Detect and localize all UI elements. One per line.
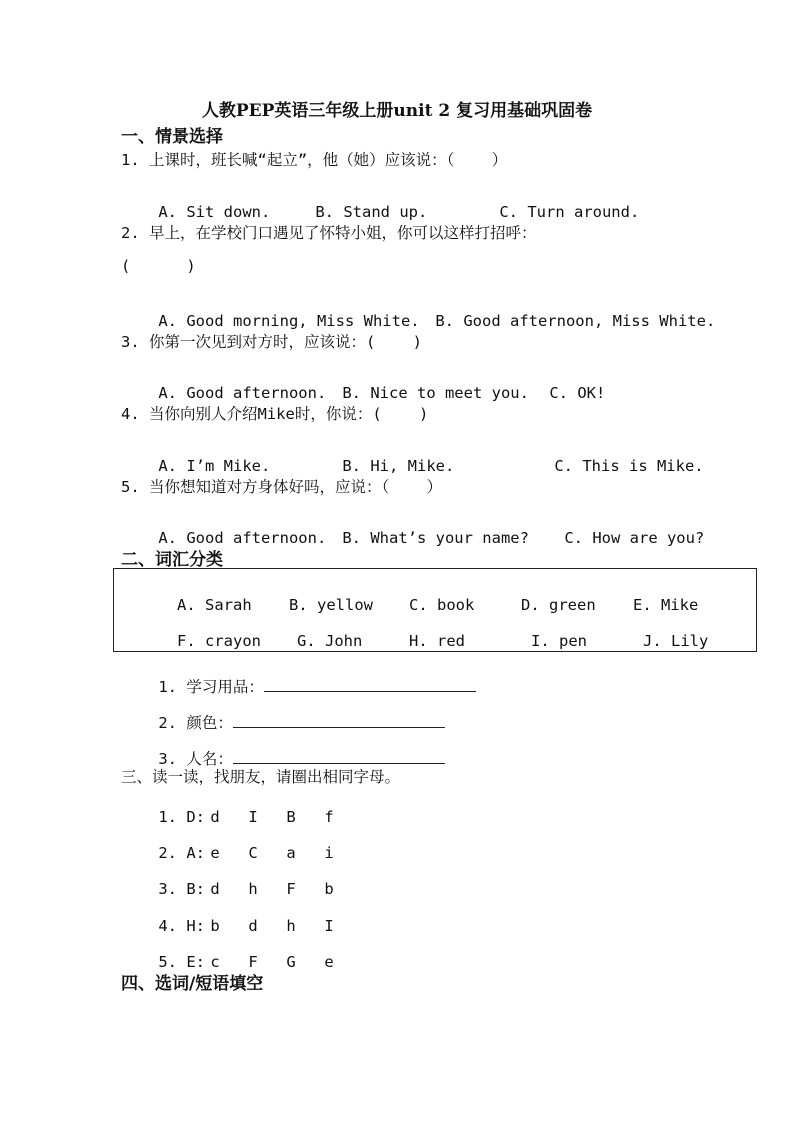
option-a: A. Sit down.: [158, 203, 271, 221]
letter-choice[interactable]: d: [248, 917, 258, 935]
option-b: B. Hi, Mike.: [342, 457, 455, 475]
letter-choice[interactable]: b: [324, 880, 334, 898]
option-a: A. Good afternoon.: [158, 384, 327, 402]
option-c: C. This is Mike.: [554, 457, 704, 475]
word-bank-box: [113, 568, 757, 652]
question-1: 1. 上课时，班长喊“起立”，他（她）应该说：（ ）: [121, 151, 508, 169]
row-label: 5. E:: [158, 953, 205, 971]
letter-choice[interactable]: h: [286, 917, 296, 935]
question-2-text: 2. 早上，在学校门口遇见了怀特小姐，你可以这样打招呼：: [121, 224, 537, 242]
row-label: 2. A:: [158, 844, 205, 862]
letter-choice[interactable]: C: [248, 844, 258, 862]
option-b: B. Good afternoon, Miss White.: [435, 312, 716, 330]
letter-choice[interactable]: e: [324, 953, 334, 971]
letter-choice[interactable]: h: [248, 880, 258, 898]
letter-choice[interactable]: B: [286, 808, 296, 826]
option-b: B. Nice to meet you.: [342, 384, 529, 402]
word-item: F. crayon: [177, 632, 261, 650]
option-a: A. I’m Mike.: [158, 457, 271, 475]
word-item: I. pen: [531, 632, 587, 650]
option-a: A. Good afternoon.: [158, 529, 327, 547]
letter-choice[interactable]: c: [210, 953, 220, 971]
row-label: 4. H:: [158, 917, 205, 935]
option-c: C. OK!: [549, 384, 606, 402]
option-c: C. Turn around.: [499, 203, 640, 221]
word-item: G. John: [297, 632, 363, 650]
letter-choice[interactable]: d: [210, 808, 220, 826]
section-1-heading: 一、情景选择: [121, 127, 223, 147]
letter-choice[interactable]: I: [248, 808, 258, 826]
option-b: B. What’s your name?: [342, 529, 529, 547]
option-b: B. Stand up.: [315, 203, 428, 221]
page-title: 人教PEP英语三年级上册unit 2 复习用基础巩固卷: [201, 101, 593, 121]
letter-choice[interactable]: d: [210, 880, 220, 898]
word-item: B. yellow: [289, 596, 373, 614]
option-c: C. How are you?: [564, 529, 705, 547]
question-2-blank: ( ): [121, 257, 196, 275]
category-label: 2. 颜色：: [158, 714, 233, 732]
row-label: 3. B:: [158, 880, 205, 898]
letter-choice[interactable]: F: [286, 880, 296, 898]
answer-blank[interactable]: [233, 713, 445, 728]
question-5: 5. 当你想知道对方身体好吗，应说：（ ）: [121, 478, 443, 496]
word-item: C. book: [409, 596, 475, 614]
row-label: 1. D:: [158, 808, 205, 826]
letter-choice[interactable]: I: [324, 917, 334, 935]
letter-choice[interactable]: e: [210, 844, 220, 862]
question-3: 3. 你第一次见到对方时，应该说：( ): [121, 333, 422, 351]
category-label: 1. 学习用品：: [158, 678, 264, 696]
answer-blank[interactable]: [264, 677, 476, 692]
letter-choice[interactable]: i: [324, 844, 334, 862]
category-label: 3. 人名：: [158, 750, 233, 768]
letter-choice[interactable]: G: [286, 953, 296, 971]
letter-choice[interactable]: F: [248, 953, 258, 971]
letter-choice[interactable]: a: [286, 844, 296, 862]
question-4: 4. 当你向别人介绍Mike时，你说：( ): [121, 405, 429, 423]
section-3-heading: 三、读一读，找朋友，请圈出相同字母。: [121, 768, 401, 786]
word-item: D. green: [521, 596, 596, 614]
letter-choice[interactable]: f: [324, 808, 334, 826]
answer-blank[interactable]: [233, 749, 445, 764]
word-item: J. Lily: [643, 632, 709, 650]
section-2-heading: 二、词汇分类: [121, 550, 223, 570]
option-a: A. Good morning, Miss White.: [158, 312, 420, 330]
word-item: E. Mike: [633, 596, 699, 614]
word-item: H. red: [409, 632, 465, 650]
word-item: A. Sarah: [177, 596, 252, 614]
section-4-heading: 四、选词/短语填空: [121, 974, 264, 994]
letter-choice[interactable]: b: [210, 917, 220, 935]
